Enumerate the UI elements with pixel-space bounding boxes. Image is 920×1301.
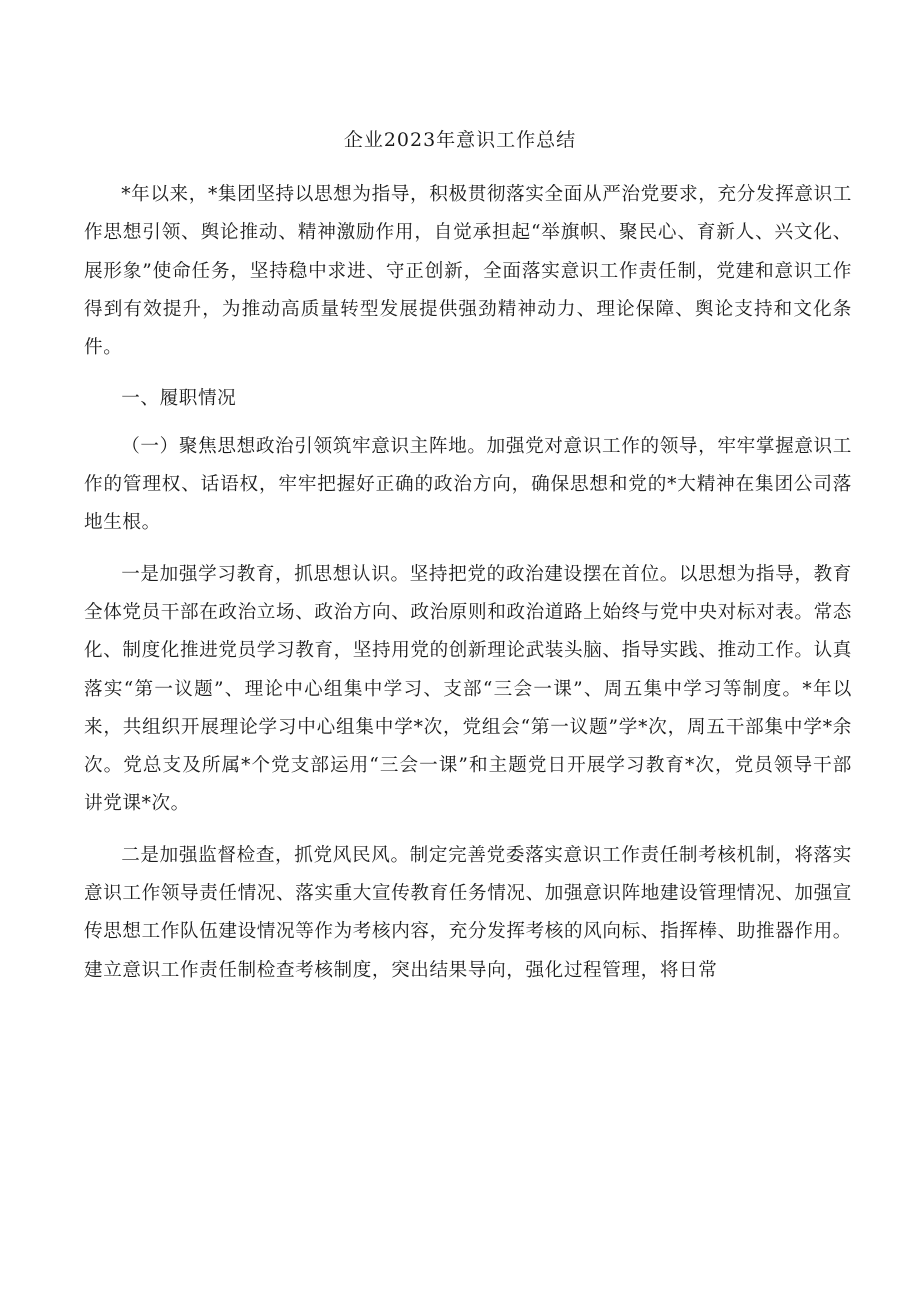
paragraph-point-two: 二是加强监督检查，抓党风民风。制定完善党委落实意识工作责任制考核机制，将落实意识工作领导责任情况、落实重大宣传教育任务情况、加强意识阵地建设管理情况、加强宣传思想工作队伍建设情况等作为考核内容，充分发挥考核的风向标、指挥棒、助推器作用。建立意识工作责任制检查考核制度，突出结果导向，强化过程管理，将日常 <box>84 844 852 981</box>
paragraph-point-one: 一是加强学习教育，抓思想认识。坚持把党的政治建设摆在首位。以思想为指导，教育全体党员干部在政治立场、政治方向、政治原则和政治道路上始终与党中央对标对表。常态化、制度化推进党员学习教育，坚持用党的创新理论武装头脑、指导实践、推动工作。认真落实“第一议题”、理论中心组集中学习、支部“三会一课”、周五集中学习等制度。*年以来，共组织开展理论学习中心组集中学*次，党组会“第一议题”学*次，周五干部集中学*余次。党总支及所属*个党支部运用“三会一课”和主题党日开展学习教育*次，党员领导干部讲党课*次。 <box>84 563 852 815</box>
section-heading: 一、履职情况 <box>121 388 237 410</box>
document-body <box>84 176 852 1003</box>
paragraph-subsection: （一）聚焦思想政治引领筑牢意识主阵地。加强党对意识工作的领导，牢牢掌握意识工作的管理权、话语权，牢牢把握好正确的政治方向，确保思想和党的*大精神在集团公司落地生根。 <box>84 435 852 534</box>
paragraph-intro: *年以来，*集团坚持以思想为指导，积极贯彻落实全面从严治党要求，充分发挥意识工作思想引领、舆论推动、精神激励作用，自觉承担起“举旗帜、聚民心、育新人、兴文化、展形象”使命任务，坚持稳中求进、守正创新，全面落实意识工作责任制，党建和意识工作得到有效提升，为推动高质量转型发展提供强劲精神动力、理论保障、舆论支持和文化条件。 <box>84 184 852 359</box>
document-title: 企业2023年意识工作总结 <box>343 129 577 151</box>
